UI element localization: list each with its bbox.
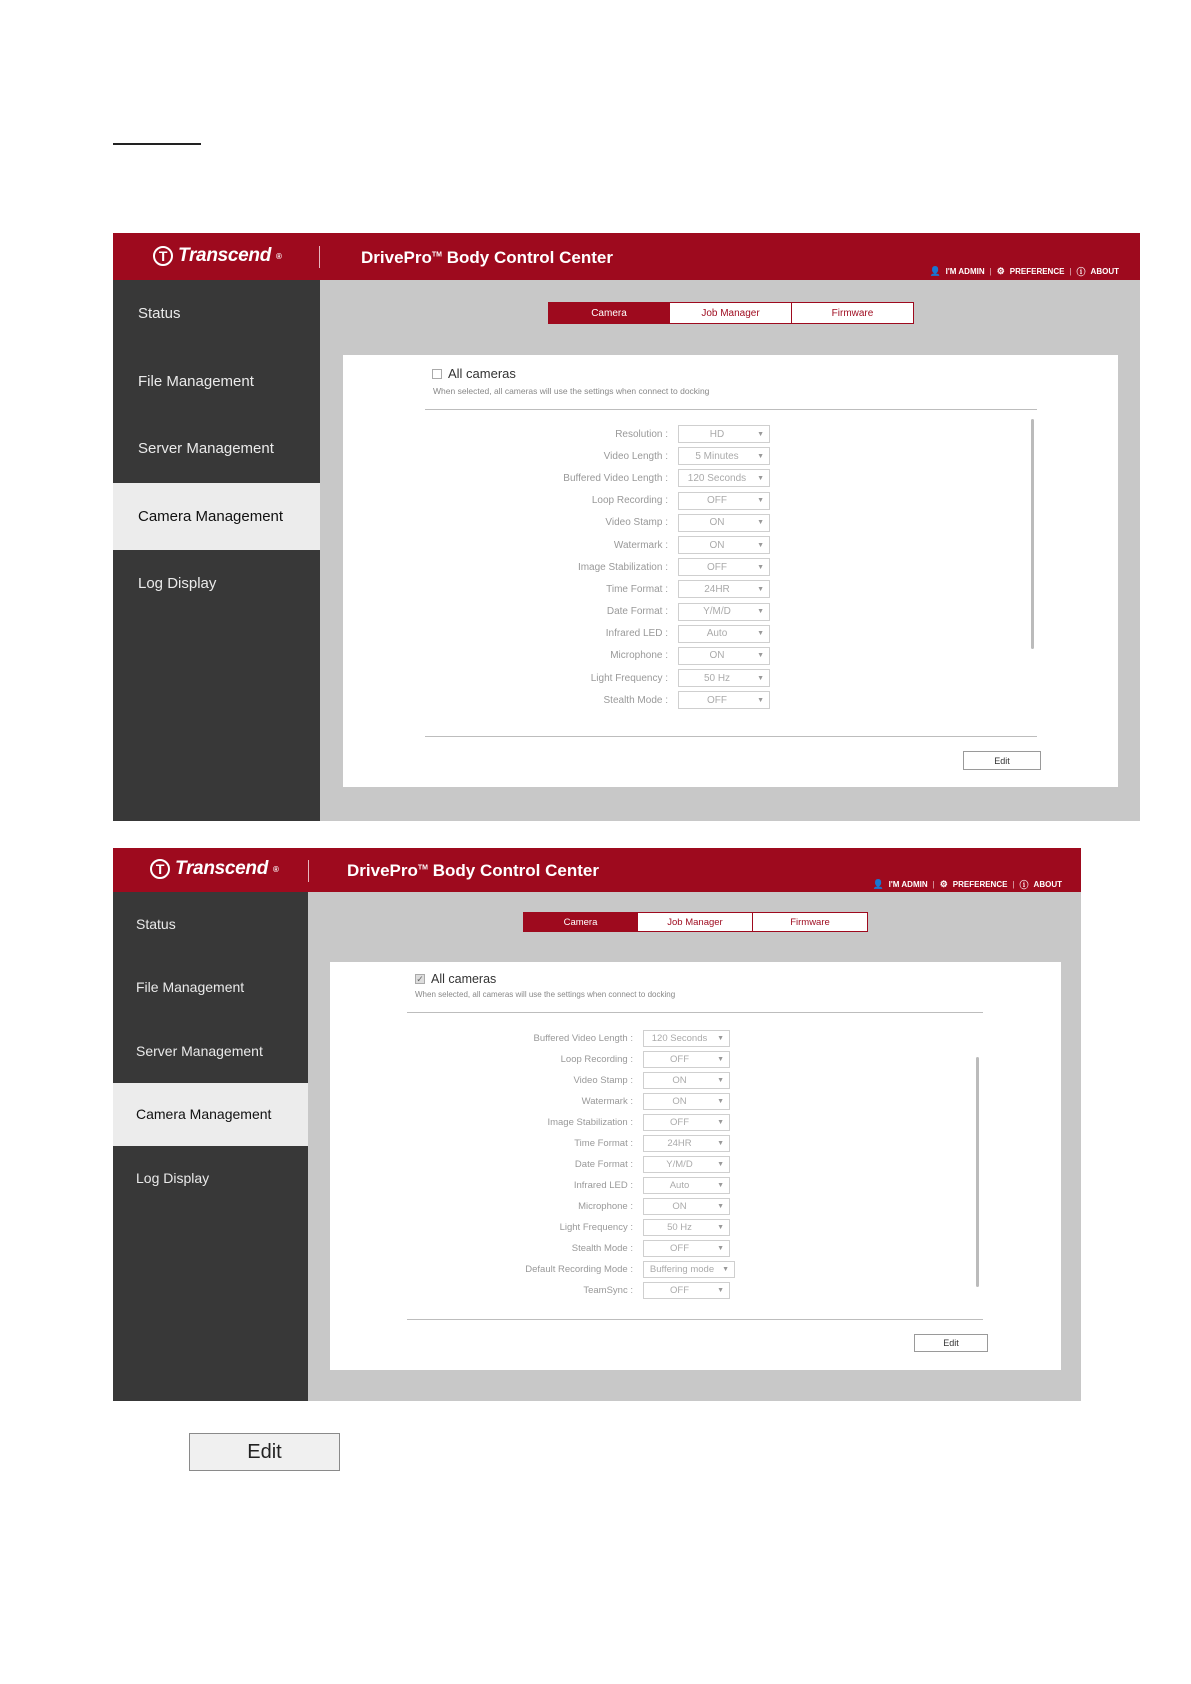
chevron-down-icon: ▼ [717, 1161, 724, 1168]
settings-panel [343, 355, 1118, 787]
setting-row [463, 601, 770, 623]
setting-row [440, 1217, 735, 1238]
sidebar-item-server-management[interactable]: Server Management [136, 1042, 263, 1059]
sidebar-item-file-management[interactable]: File Management [138, 372, 254, 390]
setting-label: Loop Recording : [560, 1054, 633, 1065]
setting-dropdown[interactable] [678, 691, 770, 709]
tab-job-manager[interactable]: Job Manager [638, 912, 753, 932]
app-title-product: DrivePro [347, 861, 418, 880]
chevron-down-icon: ▼ [757, 630, 764, 638]
app-title-rest: Body Control Center [432, 861, 599, 880]
setting-label: Infrared LED : [605, 628, 668, 640]
app-window-1 [113, 233, 1140, 821]
setting-label: Watermark : [613, 539, 668, 551]
user-icon: 👤 [872, 879, 884, 889]
setting-label: Image Stabilization : [577, 561, 668, 573]
setting-label: Microphone : [610, 650, 668, 662]
edit-button[interactable]: Edit [963, 751, 1041, 770]
info-icon: ⓘ [1076, 267, 1086, 277]
tab-camera[interactable]: Camera [548, 302, 670, 324]
app-title-tm: TM [431, 251, 442, 259]
setting-dropdown[interactable] [643, 1177, 730, 1194]
setting-label: Light Frequency : [559, 1222, 633, 1233]
chevron-down-icon: ▼ [757, 519, 764, 527]
chevron-down-icon: ▼ [717, 1035, 724, 1042]
edit-button-large[interactable]: Edit [189, 1433, 340, 1471]
setting-dropdown[interactable] [643, 1282, 730, 1299]
setting-row [440, 1196, 735, 1217]
setting-row [463, 689, 770, 711]
setting-label: Video Stamp : [605, 517, 668, 529]
setting-label: Video Length : [603, 450, 668, 462]
link-separator: | [1012, 880, 1015, 889]
sidebar-item-server-management[interactable]: Server Management [138, 440, 274, 458]
chevron-down-icon: ▼ [757, 474, 764, 482]
header-links [929, 265, 1119, 278]
setting-label: Stealth Mode : [571, 1243, 633, 1254]
setting-dropdown[interactable] [643, 1114, 730, 1131]
dropdown-value: OFF [670, 1243, 689, 1254]
app-window-2 [113, 848, 1081, 1401]
sidebar-item-status[interactable]: Status [136, 915, 176, 932]
dropdown-value: Auto [706, 628, 728, 640]
setting-row [440, 1238, 735, 1259]
setting-dropdown[interactable] [643, 1156, 730, 1173]
divider [407, 1319, 983, 1320]
preference-link[interactable]: PREFERENCE [1009, 267, 1065, 276]
sidebar-item-file-management[interactable]: File Management [136, 979, 245, 996]
sidebar [113, 892, 308, 1401]
setting-dropdown[interactable] [678, 469, 770, 487]
chevron-down-icon: ▼ [722, 1266, 729, 1273]
dropdown-value: ON [709, 539, 725, 551]
chevron-down-icon: ▼ [757, 652, 764, 660]
setting-dropdown[interactable] [643, 1072, 730, 1089]
logo-text: Transcend [178, 245, 272, 266]
chevron-down-icon: ▼ [717, 1077, 724, 1084]
setting-dropdown[interactable] [678, 492, 770, 510]
admin-link[interactable]: I'M ADMIN [888, 880, 928, 889]
chevron-down-icon: ▼ [717, 1119, 724, 1126]
setting-row [440, 1112, 735, 1133]
chevron-down-icon: ▼ [717, 1182, 724, 1189]
setting-row [463, 534, 770, 556]
sidebar [113, 280, 320, 821]
divider [407, 1012, 983, 1013]
setting-label: Buffered Video Length : [563, 472, 668, 484]
transcend-logo [153, 245, 282, 267]
setting-dropdown[interactable] [643, 1030, 730, 1047]
dropdown-value: ON [672, 1201, 687, 1212]
setting-label: Light Frequency : [590, 672, 668, 684]
dropdown-value: OFF [707, 495, 727, 507]
setting-dropdown[interactable] [678, 425, 770, 443]
tab-firmware[interactable]: Firmware [792, 302, 914, 324]
setting-label: Time Format : [606, 583, 668, 595]
settings-list [440, 1028, 735, 1301]
app-title [361, 248, 613, 268]
info-icon: ⓘ [1019, 880, 1029, 890]
setting-row [440, 1154, 735, 1175]
sidebar-item-camera-management[interactable]: Camera Management [113, 1083, 308, 1147]
link-separator: | [989, 267, 992, 276]
dropdown-value: OFF [670, 1117, 689, 1128]
dropdown-value: ON [672, 1096, 687, 1107]
chevron-down-icon: ▼ [717, 1098, 724, 1105]
chevron-down-icon: ▼ [757, 608, 764, 616]
chevron-down-icon: ▼ [757, 430, 764, 438]
setting-row [440, 1091, 735, 1112]
header-divider [319, 246, 320, 268]
dropdown-value: Y/M/D [703, 606, 731, 618]
setting-dropdown[interactable] [678, 625, 770, 643]
app-title-product: DrivePro [361, 248, 432, 267]
app-title-tm: TM [417, 864, 428, 872]
gear-icon: ⚙ [939, 879, 948, 889]
setting-row [463, 512, 770, 534]
setting-label: Image Stabilization : [547, 1117, 633, 1128]
chevron-down-icon: ▼ [717, 1245, 724, 1252]
heading-underline [113, 143, 201, 145]
checkbox-box[interactable] [432, 369, 442, 379]
chevron-down-icon: ▼ [757, 696, 764, 704]
setting-label: Loop Recording : [591, 495, 668, 507]
header-divider [308, 860, 309, 882]
dropdown-value: ON [709, 650, 725, 662]
chevron-down-icon: ▼ [757, 541, 764, 549]
setting-label: Date Format : [606, 606, 668, 618]
chevron-down-icon: ▼ [717, 1056, 724, 1063]
dropdown-value: 24HR [704, 583, 730, 595]
registered-mark-icon: ® [273, 864, 279, 874]
dropdown-value: ON [709, 517, 725, 529]
all-cameras-checkbox[interactable] [415, 972, 496, 986]
divider [425, 736, 1037, 737]
dropdown-value: 50 Hz [703, 672, 731, 684]
setting-dropdown[interactable] [643, 1240, 730, 1257]
about-link[interactable]: ABOUT [1033, 880, 1062, 889]
setting-dropdown[interactable] [678, 536, 770, 554]
chevron-down-icon: ▼ [717, 1203, 724, 1210]
settings-list [463, 423, 770, 711]
all-cameras-checkbox[interactable] [432, 366, 516, 381]
about-link[interactable]: ABOUT [1090, 267, 1119, 276]
sidebar-item-status[interactable]: Status [138, 305, 181, 323]
all-cameras-label: All cameras [431, 972, 497, 986]
dropdown-value: ON [672, 1075, 687, 1086]
chevron-down-icon: ▼ [717, 1140, 724, 1147]
link-separator: | [932, 880, 935, 889]
chevron-down-icon: ▼ [717, 1287, 724, 1294]
dropdown-value: OFF [707, 561, 727, 573]
setting-dropdown[interactable] [643, 1219, 730, 1236]
sidebar-item-log-display[interactable]: Log Display [136, 1169, 210, 1186]
registered-mark-icon: ® [276, 251, 282, 261]
setting-label: TeamSync : [583, 1285, 633, 1296]
setting-label: Time Format : [574, 1138, 633, 1149]
dropdown-value: OFF [670, 1285, 689, 1296]
setting-row [463, 445, 770, 467]
all-cameras-label: All cameras [448, 366, 516, 381]
setting-row [463, 423, 770, 445]
setting-dropdown[interactable] [643, 1261, 735, 1278]
scrollbar[interactable] [976, 1057, 979, 1287]
logo-mark-icon: T [150, 859, 170, 879]
sidebar-item-camera-management[interactable]: Camera Management [113, 483, 320, 551]
dropdown-value: Y/M/D [666, 1159, 693, 1170]
setting-row [463, 623, 770, 645]
app-title [347, 861, 599, 881]
preference-link[interactable]: PREFERENCE [952, 880, 1008, 889]
dropdown-value: 5 Minutes [695, 450, 739, 462]
tab-camera[interactable]: Camera [523, 912, 638, 932]
admin-link[interactable]: I'M ADMIN [945, 267, 985, 276]
setting-row [463, 578, 770, 600]
all-cameras-note: When selected, all cameras will use the settings when connect to docking [415, 990, 676, 999]
dropdown-value: 24HR [667, 1138, 692, 1149]
setting-label: Video Stamp : [573, 1075, 633, 1086]
setting-dropdown[interactable] [678, 558, 770, 576]
chevron-down-icon: ▼ [757, 585, 764, 593]
setting-dropdown[interactable] [678, 580, 770, 598]
dropdown-value: OFF [707, 694, 727, 706]
setting-row [440, 1049, 735, 1070]
setting-label: Resolution : [615, 428, 668, 440]
link-separator: | [1069, 267, 1072, 276]
dropdown-value: 120 Seconds [687, 472, 747, 484]
dropdown-value: Auto [669, 1180, 690, 1191]
setting-row [440, 1133, 735, 1154]
user-icon: 👤 [929, 266, 941, 276]
edit-button[interactable]: Edit [914, 1334, 988, 1352]
setting-dropdown[interactable] [643, 1093, 730, 1110]
setting-dropdown[interactable] [678, 514, 770, 532]
logo-mark-icon: T [153, 246, 173, 266]
setting-row [440, 1280, 735, 1301]
setting-row [463, 467, 770, 489]
dropdown-value: HD [709, 428, 725, 440]
scrollbar[interactable] [1031, 419, 1034, 649]
setting-row [463, 645, 770, 667]
tab-firmware[interactable]: Firmware [753, 912, 868, 932]
sidebar-item-log-display[interactable]: Log Display [138, 575, 217, 593]
transcend-logo [150, 858, 279, 880]
chevron-down-icon: ▼ [757, 452, 764, 460]
dropdown-value: 50 Hz [667, 1222, 692, 1233]
gear-icon: ⚙ [996, 266, 1005, 276]
setting-dropdown[interactable] [643, 1198, 730, 1215]
header-links [872, 878, 1062, 891]
tab-bar [548, 302, 914, 324]
setting-row [440, 1070, 735, 1091]
setting-dropdown[interactable] [678, 603, 770, 621]
dropdown-value: 120 Seconds [651, 1033, 708, 1044]
tab-bar [523, 912, 868, 932]
setting-row [463, 667, 770, 689]
app-header [113, 233, 1140, 280]
setting-row [440, 1175, 735, 1196]
chevron-down-icon: ▼ [757, 497, 764, 505]
setting-dropdown[interactable] [678, 447, 770, 465]
setting-label: Watermark : [581, 1096, 633, 1107]
logo-text: Transcend [175, 858, 269, 879]
setting-dropdown[interactable] [643, 1051, 730, 1068]
dropdown-value: Buffering mode [649, 1264, 715, 1275]
chevron-down-icon: ▼ [757, 674, 764, 682]
setting-label: Default Recording Mode : [525, 1264, 633, 1275]
chevron-down-icon: ▼ [717, 1224, 724, 1231]
setting-label: Date Format : [574, 1159, 633, 1170]
setting-row [440, 1259, 735, 1280]
setting-label: Infrared LED : [573, 1180, 633, 1191]
setting-dropdown[interactable] [678, 647, 770, 665]
setting-dropdown[interactable] [643, 1135, 730, 1152]
settings-panel [330, 962, 1061, 1370]
tab-job-manager[interactable]: Job Manager [670, 302, 792, 324]
setting-dropdown[interactable] [678, 669, 770, 687]
all-cameras-note: When selected, all cameras will use the settings when connect to docking [433, 386, 710, 396]
setting-label: Buffered Video Length : [533, 1033, 633, 1044]
setting-label: Stealth Mode : [603, 694, 668, 706]
checkmark-icon[interactable]: ✓ [416, 973, 424, 984]
app-title-rest: Body Control Center [446, 248, 613, 267]
chevron-down-icon: ▼ [757, 563, 764, 571]
setting-row [440, 1028, 735, 1049]
setting-row [463, 556, 770, 578]
divider [425, 409, 1037, 410]
setting-row [463, 490, 770, 512]
setting-label: Microphone : [578, 1201, 633, 1212]
dropdown-value: OFF [670, 1054, 689, 1065]
app-header [113, 848, 1081, 892]
